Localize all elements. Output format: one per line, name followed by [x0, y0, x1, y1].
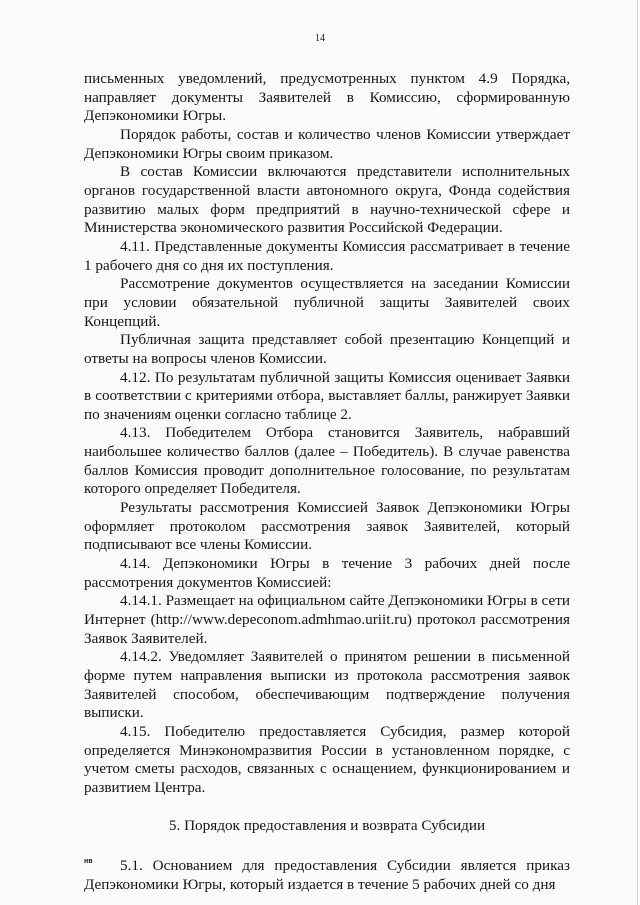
paragraph: 4.14.1. Размещает на официальном сайте Депэкономики Югры в сети Интернет (http://www.depeconom.admhmao.uriit.ru) протокол рассмотрения Заявок Заявителей. [84, 592, 570, 647]
paragraph: Публичная защита представляет собой презентацию Концепций и ответы на вопросы членов Комиссии. [84, 331, 570, 367]
footer-initials: нв [84, 858, 93, 865]
paragraph: Порядок работы, состав и количество членов Комиссии утверждает Депэкономики Югры своим приказом. [84, 125, 570, 162]
document-body [84, 70, 570, 895]
paragraph: В состав Комиссии включаются представители исполнительных органов государственной власти автономного округа, Фонда содействия развитию малых форм предприятий в научно-технической сфере и Министерства экономического развития Российской Федерации. [84, 163, 570, 237]
paragraph: 4.15. Победителю предоставляется Субсидия, размер которой определяется Минэкономразвития России в установленном порядке, с учетом сметы расходов, связанных с оснащением, функционированием и развитием Центра. [84, 722, 570, 796]
paragraph: 4.11. Представленные документы Комиссия рассматривает в течение 1 рабочего дня со дня их поступления. [84, 237, 570, 274]
page-number: 14 [315, 33, 325, 44]
scan-edge [637, 0, 638, 905]
paragraph: письменных уведомлений, предусмотренных пунктом 4.9 Порядка, направляет документы Заявителей в Комиссию, сформированную Депэкономики Югры. [84, 70, 570, 125]
paragraph: 4.14. Депэкономики Югры в течение 3 рабочих дней после рассмотрения документов Комиссией: [84, 555, 570, 591]
paragraph: 4.12. По результатам публичной защиты Комиссия оценивает Заявки в соответствии с критериями отбора, выставляет баллы, ранжирует Заявки по значениям оценки согласно таблице 2. [84, 368, 570, 423]
paragraph: 4.13. Победителем Отбора становится Заявитель, набравший наибольшее количество баллов (далее – Победитель). В случае равенства баллов Комиссия проводит дополнительное голосование, по результатам которого определяет Победителя. [84, 424, 570, 498]
paragraph: Рассмотрение документов осуществляется на заседании Комиссии при условии обязательной публичной защиты Заявителей своих Концепций. [84, 275, 570, 330]
paragraph: 5.1. Основанием для предоставления Субсидии является приказ Депэкономики Югры, который издается в течение 5 рабочих дней со дня [84, 857, 570, 893]
section-heading: 5. Порядок предоставления и возврата Субсидии [168, 816, 486, 834]
paragraph: Результаты рассмотрения Комиссией Заявок Депэкономики Югры оформляет протоколом рассмотрения заявок Заявителей, который подписывают все члены Комиссии. [84, 499, 570, 554]
paragraph: 4.14.2. Уведомляет Заявителей о принятом решении в письменной форме путем направления выписки из протокола рассмотрения заявок Заявителей способом, обеспечивающим подтверждение получения выписки. [84, 648, 570, 722]
